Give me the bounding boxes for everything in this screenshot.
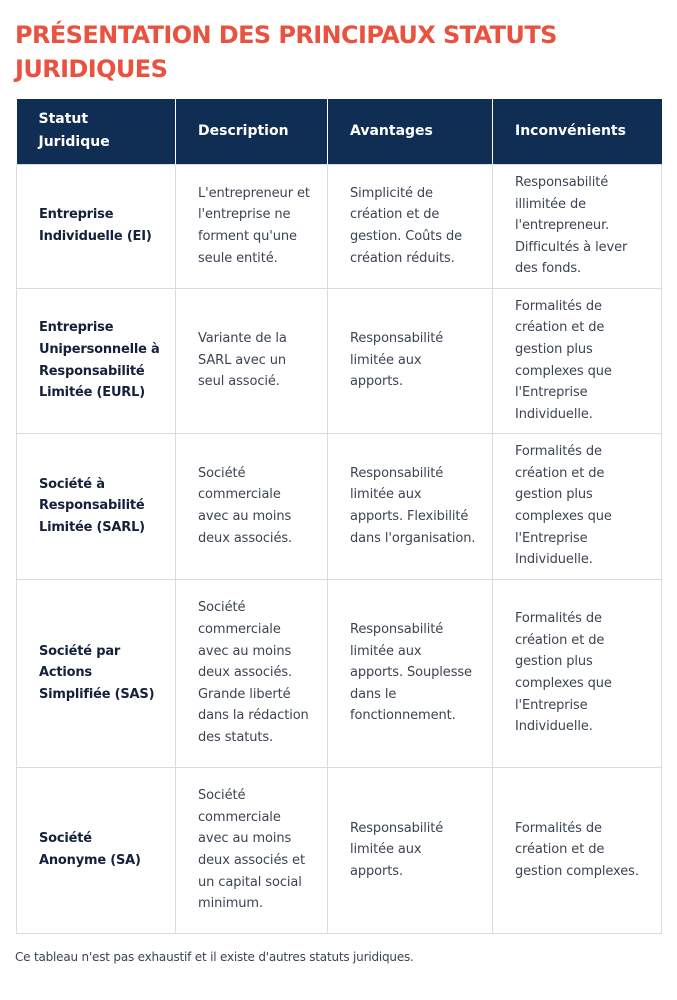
statut-cell: Société par Actions Simplifiée (SAS) <box>17 579 176 767</box>
statut-cell: Société Anonyme (SA) <box>17 767 176 933</box>
statut-cell: Entreprise Unipersonnelle à Responsabilité Limitée (EURL) <box>17 288 176 433</box>
table-row <box>17 433 662 579</box>
statut-cell: Entreprise Individuelle (EI) <box>17 164 176 288</box>
description-cell: Société commerciale avec au moins deux associés. <box>176 433 328 579</box>
avantages-cell: Responsabilité limitée aux apports. Flexibilité dans l'organisation. <box>328 433 493 579</box>
avantages-cell: Responsabilité limitée aux apports. <box>328 288 493 433</box>
inconvenients-cell: Formalités de création et de gestion complexes. <box>493 767 662 933</box>
statut-cell: Société à Responsabilité Limitée (SARL) <box>17 433 176 579</box>
avantages-cell: Responsabilité limitée aux apports. Souplesse dans le fonctionnement. <box>328 579 493 767</box>
inconvenients-cell: Formalités de création et de gestion plus complexes que l'Entreprise Individuelle. <box>493 433 662 579</box>
inconvenients-cell: Formalités de création et de gestion plus complexes que l'Entreprise Individuelle. <box>493 579 662 767</box>
description-cell: L'entrepreneur et l'entreprise ne forment qu'une seule entité. <box>176 164 328 288</box>
table-row <box>17 164 662 288</box>
header-avantages: Avantages <box>328 99 493 164</box>
page-title: PRÉSENTATION DES PRINCIPAUX STATUTS JURIDIQUES <box>15 21 557 83</box>
table-row <box>17 579 662 767</box>
description-cell: Société commerciale avec au moins deux associés et un capital social minimum. <box>176 767 328 933</box>
inconvenients-cell: Responsabilité illimitée de l'entrepreneur. Difficultés à lever des fonds. <box>493 164 662 288</box>
header-description: Description <box>176 99 328 164</box>
footnote: Ce tableau n'est pas exhaustif et il existe d'autres statuts juridiques. <box>15 950 414 964</box>
inconvenients-cell: Formalités de création et de gestion plus complexes que l'Entreprise Individuelle. <box>493 288 662 433</box>
legal-status-table <box>16 99 662 934</box>
description-cell: Variante de la SARL avec un seul associé. <box>176 288 328 433</box>
avantages-cell: Responsabilité limitée aux apports. <box>328 767 493 933</box>
table-row <box>17 288 662 433</box>
table-row <box>17 767 662 933</box>
description-cell: Société commerciale avec au moins deux associés. Grande liberté dans la rédaction des statuts. <box>176 579 328 767</box>
table-header-row <box>17 99 662 164</box>
header-inconvenients: Inconvénients <box>493 99 662 164</box>
header-statut: Statut Juridique <box>17 99 176 164</box>
avantages-cell: Simplicité de création et de gestion. Coûts de création réduits. <box>328 164 493 288</box>
